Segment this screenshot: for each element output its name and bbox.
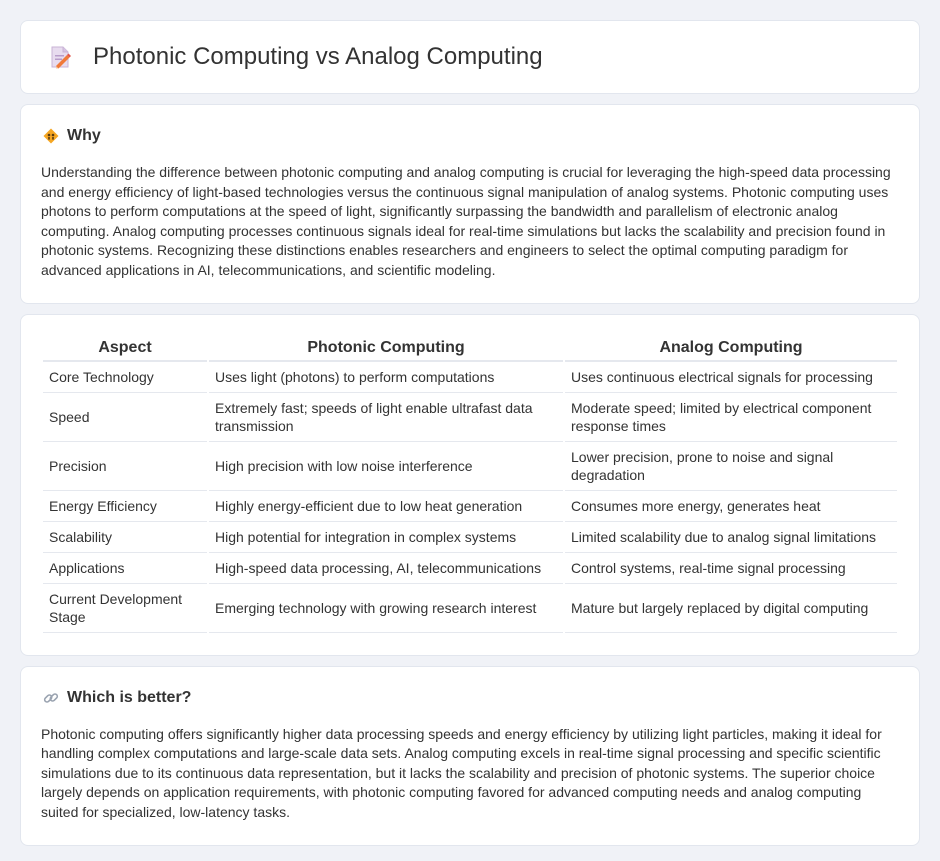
photonic-cell: High potential for integration in complex systems (209, 522, 563, 553)
photonic-cell: High precision with low noise interference (209, 442, 563, 491)
table-row (43, 584, 897, 633)
aspect-cell: Precision (43, 442, 207, 491)
aspect-cell: Speed (43, 393, 207, 442)
analog-cell: Uses continuous electrical signals for processing (565, 362, 897, 393)
aspect-cell: Current Development Stage (43, 584, 207, 633)
analog-cell: Lower precision, prone to noise and signal degradation (565, 442, 897, 491)
better-heading (41, 689, 899, 707)
aspect-cell: Scalability (43, 522, 207, 553)
page-title: Photonic Computing vs Analog Computing (93, 43, 543, 70)
photonic-cell: Uses light (photons) to perform computations (209, 362, 563, 393)
table-header-row (43, 335, 897, 362)
analog-cell: Control systems, real-time signal processing (565, 553, 897, 584)
analog-cell: Moderate speed; limited by electrical component response times (565, 393, 897, 442)
comparison-table (41, 335, 899, 633)
document-pencil-icon (47, 44, 73, 70)
better-section (20, 666, 920, 846)
aspect-cell: Core Technology (43, 362, 207, 393)
table-row (43, 553, 897, 584)
why-text: Understanding the difference between photonic computing and analog computing is crucial for leveraging the high-speed data processing and energy efficiency of light-based technologies versus the continuous signal manipulation of analog systems. Photonic computing uses photons to perform computations at the speed of light, significantly surpassing the bandwidth and parallelism of electronic analog computing. Analog computing processes continuous signals ideal for real-time simulations but lacks the scalability and precision found in photonic systems. Recognizing these distinctions enables researchers and engineers to select the optimal computing paradigm for advanced applications in AI, telecommunications, and scientific modeling. (41, 164, 891, 278)
why-heading (41, 127, 899, 145)
table-row (43, 442, 897, 491)
why-section (20, 104, 920, 304)
header-card (20, 20, 920, 94)
table-row (43, 522, 897, 553)
better-text: Photonic computing offers significantly higher data processing speeds and energy efficiency by utilizing light particles, making it ideal for handling complex computations and large-scale data sets. Analog computing excels in real-time signal processing and specific scientific simulations due to its continuous data representation, but it lacks the scalability and precision of photonic systems. The superior choice largely depends on application requirements, with photonic computing favored for advanced computing needs and analog computing suited for specialized, low-latency tasks. (41, 725, 882, 820)
aspect-cell: Applications (43, 553, 207, 584)
photonic-cell: Extremely fast; speeds of light enable ultrafast data transmission (209, 393, 563, 442)
aspect-cell: Energy Efficiency (43, 491, 207, 522)
header-aspect: Aspect (43, 335, 207, 362)
link-icon (43, 690, 59, 706)
comparison-card (20, 314, 920, 656)
why-title: Why (67, 127, 101, 144)
photonic-cell: Highly energy-efficient due to low heat generation (209, 491, 563, 522)
photonic-cell: Emerging technology with growing research interest (209, 584, 563, 633)
table-row (43, 491, 897, 522)
analog-cell: Mature but largely replaced by digital computing (565, 584, 897, 633)
table-row (43, 362, 897, 393)
table-row (43, 393, 897, 442)
road-sign-icon (43, 128, 59, 144)
header-photonic: Photonic Computing (209, 335, 563, 362)
header-analog: Analog Computing (565, 335, 897, 362)
analog-cell: Limited scalability due to analog signal limitations (565, 522, 897, 553)
photonic-cell: High-speed data processing, AI, telecommunications (209, 553, 563, 584)
analog-cell: Consumes more energy, generates heat (565, 491, 897, 522)
better-title: Which is better? (67, 688, 192, 706)
